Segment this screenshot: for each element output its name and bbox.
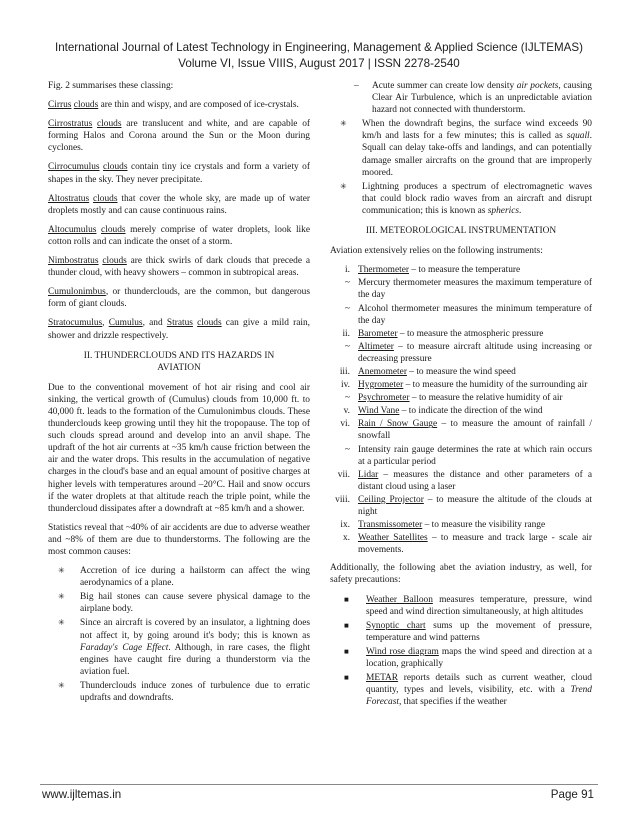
asterisk-bullet-icon: ✳ [58,592,65,602]
list-item: ✳ Accretion of ice during a hailstorm can affect the wing aerodynamics of a plane. [58,566,310,589]
list-item: ~ Alcohol thermometer measures the minimum temperature of the day [344,303,592,326]
list-item: – Acute summer can create low density air pockets, causing Clear Air Turbulence, which is an unpredictable aviation hazard not connected with thunderstorm. [354,81,592,116]
list-item: ✳ Lightning produces a spectrum of electromagnetic waves that could block radio waves from an aircraft and disrupt communication; this is known as spherics. [340,181,592,216]
cloud-strato: Stratocumulus, Cumulus, and Stratus clouds can give a mild rain, shower and drizzle respectively. [48,318,311,341]
left-column [48,80,310,706]
asterisk-bullet-icon: ✳ [340,181,347,191]
list-item: ~ Altimeter – to measure aircraft altitude using increasing or decreasing pressure [344,341,592,364]
journal-volume: Volume VI, Issue VIIIS, August 2017 | ISSN 2278-2540 [178,57,460,70]
list-item: viii. Ceiling Projector – to measure the altitude of the clouds at night [335,494,592,517]
list-item: v. Wind Vane – to indicate the direction of the wind [343,406,543,417]
section-2-heading: II. THUNDERCLOUDS AND ITS HAZARDS IN AVIATION [83,350,275,373]
list-item: i. Thermometer – to measure the temperature [345,265,521,276]
list-item: ii. Barometer – to measure the atmospheric pressure [342,328,544,339]
cloud-cirrocumulus: Cirrocumulus clouds contain tiny ice crystals and form a variety of shapes in the sky. They never precipitate. [48,162,310,185]
asterisk-bullet-icon: ✳ [340,119,347,129]
causes-list [48,565,310,704]
list-item: vii. Lidar – measures the distance and other parameters of a distant cloud using a laser [337,469,592,492]
precautions-list [330,594,592,709]
list-item: iii. Anemometer – to measure the wind speed [339,366,516,377]
square-bullet-icon: ■ [344,646,349,656]
list-item: ✳ When the downdraft begins, the surface wind exceeds 90 km/h and lasts for a few minutes; this is called as squall. Squall can delay take-offs and landings, and can potentially damage smaller aircrafts on the ground that are improperly moored. [340,119,592,178]
list-item: ✳ Big hail stones can cause severe physical damage to the airplane body. [58,592,310,615]
thunderclouds-paragraph: Due to the conventional movement of hot air rising and cool air sinking, the vertical growth of (Cumulus) clouds from 10,000 ft. to 40,000 ft. leads to the formation of the Cumulonimbus clouds. These thunderclouds keep growing until they hit the tropopause. The top of such clouds spread around and develop into an anvil shape. The updraft of the hot air currents at ~35 km/h cause friction between the air and the water drops. This results in the accumulation of negative charges in the cloud's base and an equal amount of positive charges at higher levels with temperatures around –20°C. Hail and snow occurs if the water droplets at that altitude reach the triple point, while the thundercloud dissipates after a downdraft at ~85 km/h and a shower. [48,382,310,514]
list-item: ■ METAR reports details such as current weather, cloud quantity, types and levels, visibility, etc. with a Trend Forecast, that specifies if the weather [344,673,592,708]
instruments-intro: Aviation extensively relies on the following instruments: [330,246,543,257]
hazards-list [330,118,592,217]
cloud-altostratus: Altostratus clouds that cover the whole sky, are made up of water droplets mostly and can cause continuous rains. [48,193,310,216]
square-bullet-icon: ■ [344,673,349,683]
fig-intro: Fig. 2 summarises these classing: [48,81,174,91]
list-item: ■ Synoptic chart sums up the movement of pressure, temperature and wind patterns [344,620,592,643]
list-item: ~ Mercury thermometer measures the maximum temperature of the day [344,278,592,301]
list-item: x. Weather Satellites – to measure and track large - scale air movements. [342,533,592,556]
square-bullet-icon: ■ [344,620,349,630]
turbulence-sublist [330,80,592,116]
page-number: Page 91 [550,788,594,801]
list-item: ~ Intensity rain gauge determines the rate at which rain occurs at a particular period [344,444,592,467]
cloud-cirrus: Cirrus clouds are thin and wispy, and are composed of ice-crystals. [48,100,299,111]
square-bullet-icon: ■ [344,594,349,604]
list-item: ■ Weather Balloon measures temperature, pressure, wind speed and wind direction simultaneously, at high altitudes [344,594,592,617]
list-item: ix. Transmissometer – to measure the visibility range [340,520,546,531]
additional-paragraph: Additionally, the following abet the aviation industry, as well, for safety precautions: [330,563,592,586]
asterisk-bullet-icon: ✳ [58,566,65,576]
instruments-list [330,264,592,556]
journal-title: International Journal of Latest Technology in Engineering, Management & Applied Science (IJLTEMAS) [54,41,584,54]
list-item: ■ Wind rose diagram maps the wind speed and direction at a location, graphically [344,646,592,670]
cloud-nimbostratus: Nimbostratus clouds are thick swirls of dark clouds that precede a thunder cloud, with heavy showers – common in subtropical areas. [48,256,310,279]
asterisk-bullet-icon: ✳ [58,680,65,690]
cloud-altocumulus: Altocumulus clouds merely comprise of water droplets, look like cotton rolls and can indicate the onset of a storm. [48,224,311,247]
section-3-heading: III. METEOROLOGICAL INSTRUMENTATION [365,226,557,237]
footer-url: www.ijltemas.in [42,788,122,801]
cloud-cumulonimbus: Cumulonimbus, or thunderclouds, are the common, but dangerous form of giant clouds. [48,287,310,310]
cloud-cirrostratus: Cirrostratus clouds are translucent and white, and are capable of forming Halos and Corona around the Sun or the Moon during cyclones. [48,119,311,154]
right-column [330,80,592,710]
list-item: ✳ Thunderclouds induce zones of turbulence due to erratic updrafts and downdrafts. [58,680,310,704]
statistics-paragraph: Statistics reveal that ~40% of air accidents are due to adverse weather and ~8% of them are due to thunderstorms. The following are the most common causes: [48,522,310,557]
list-item: vi. Rain / Snow Gauge – to measure the amount of rainfall / snowfall [340,419,592,442]
list-item: ✳ Since an aircraft is covered by an insulator, a lightning does not affect it, by going around it's body; this is known as Faraday's Cage Effect. Although, in rare cases, the flight engines have caught fire during a thunderstorm via the aviation fuel. [58,618,310,677]
asterisk-bullet-icon: ✳ [58,618,65,628]
journal-header [0,40,638,72]
page-footer [40,784,598,801]
list-item: iv. Hygrometer – to measure the humidity of the surrounding air [340,380,588,391]
list-item: ~ Psychrometer – to measure the relative humidity of air [344,393,563,404]
